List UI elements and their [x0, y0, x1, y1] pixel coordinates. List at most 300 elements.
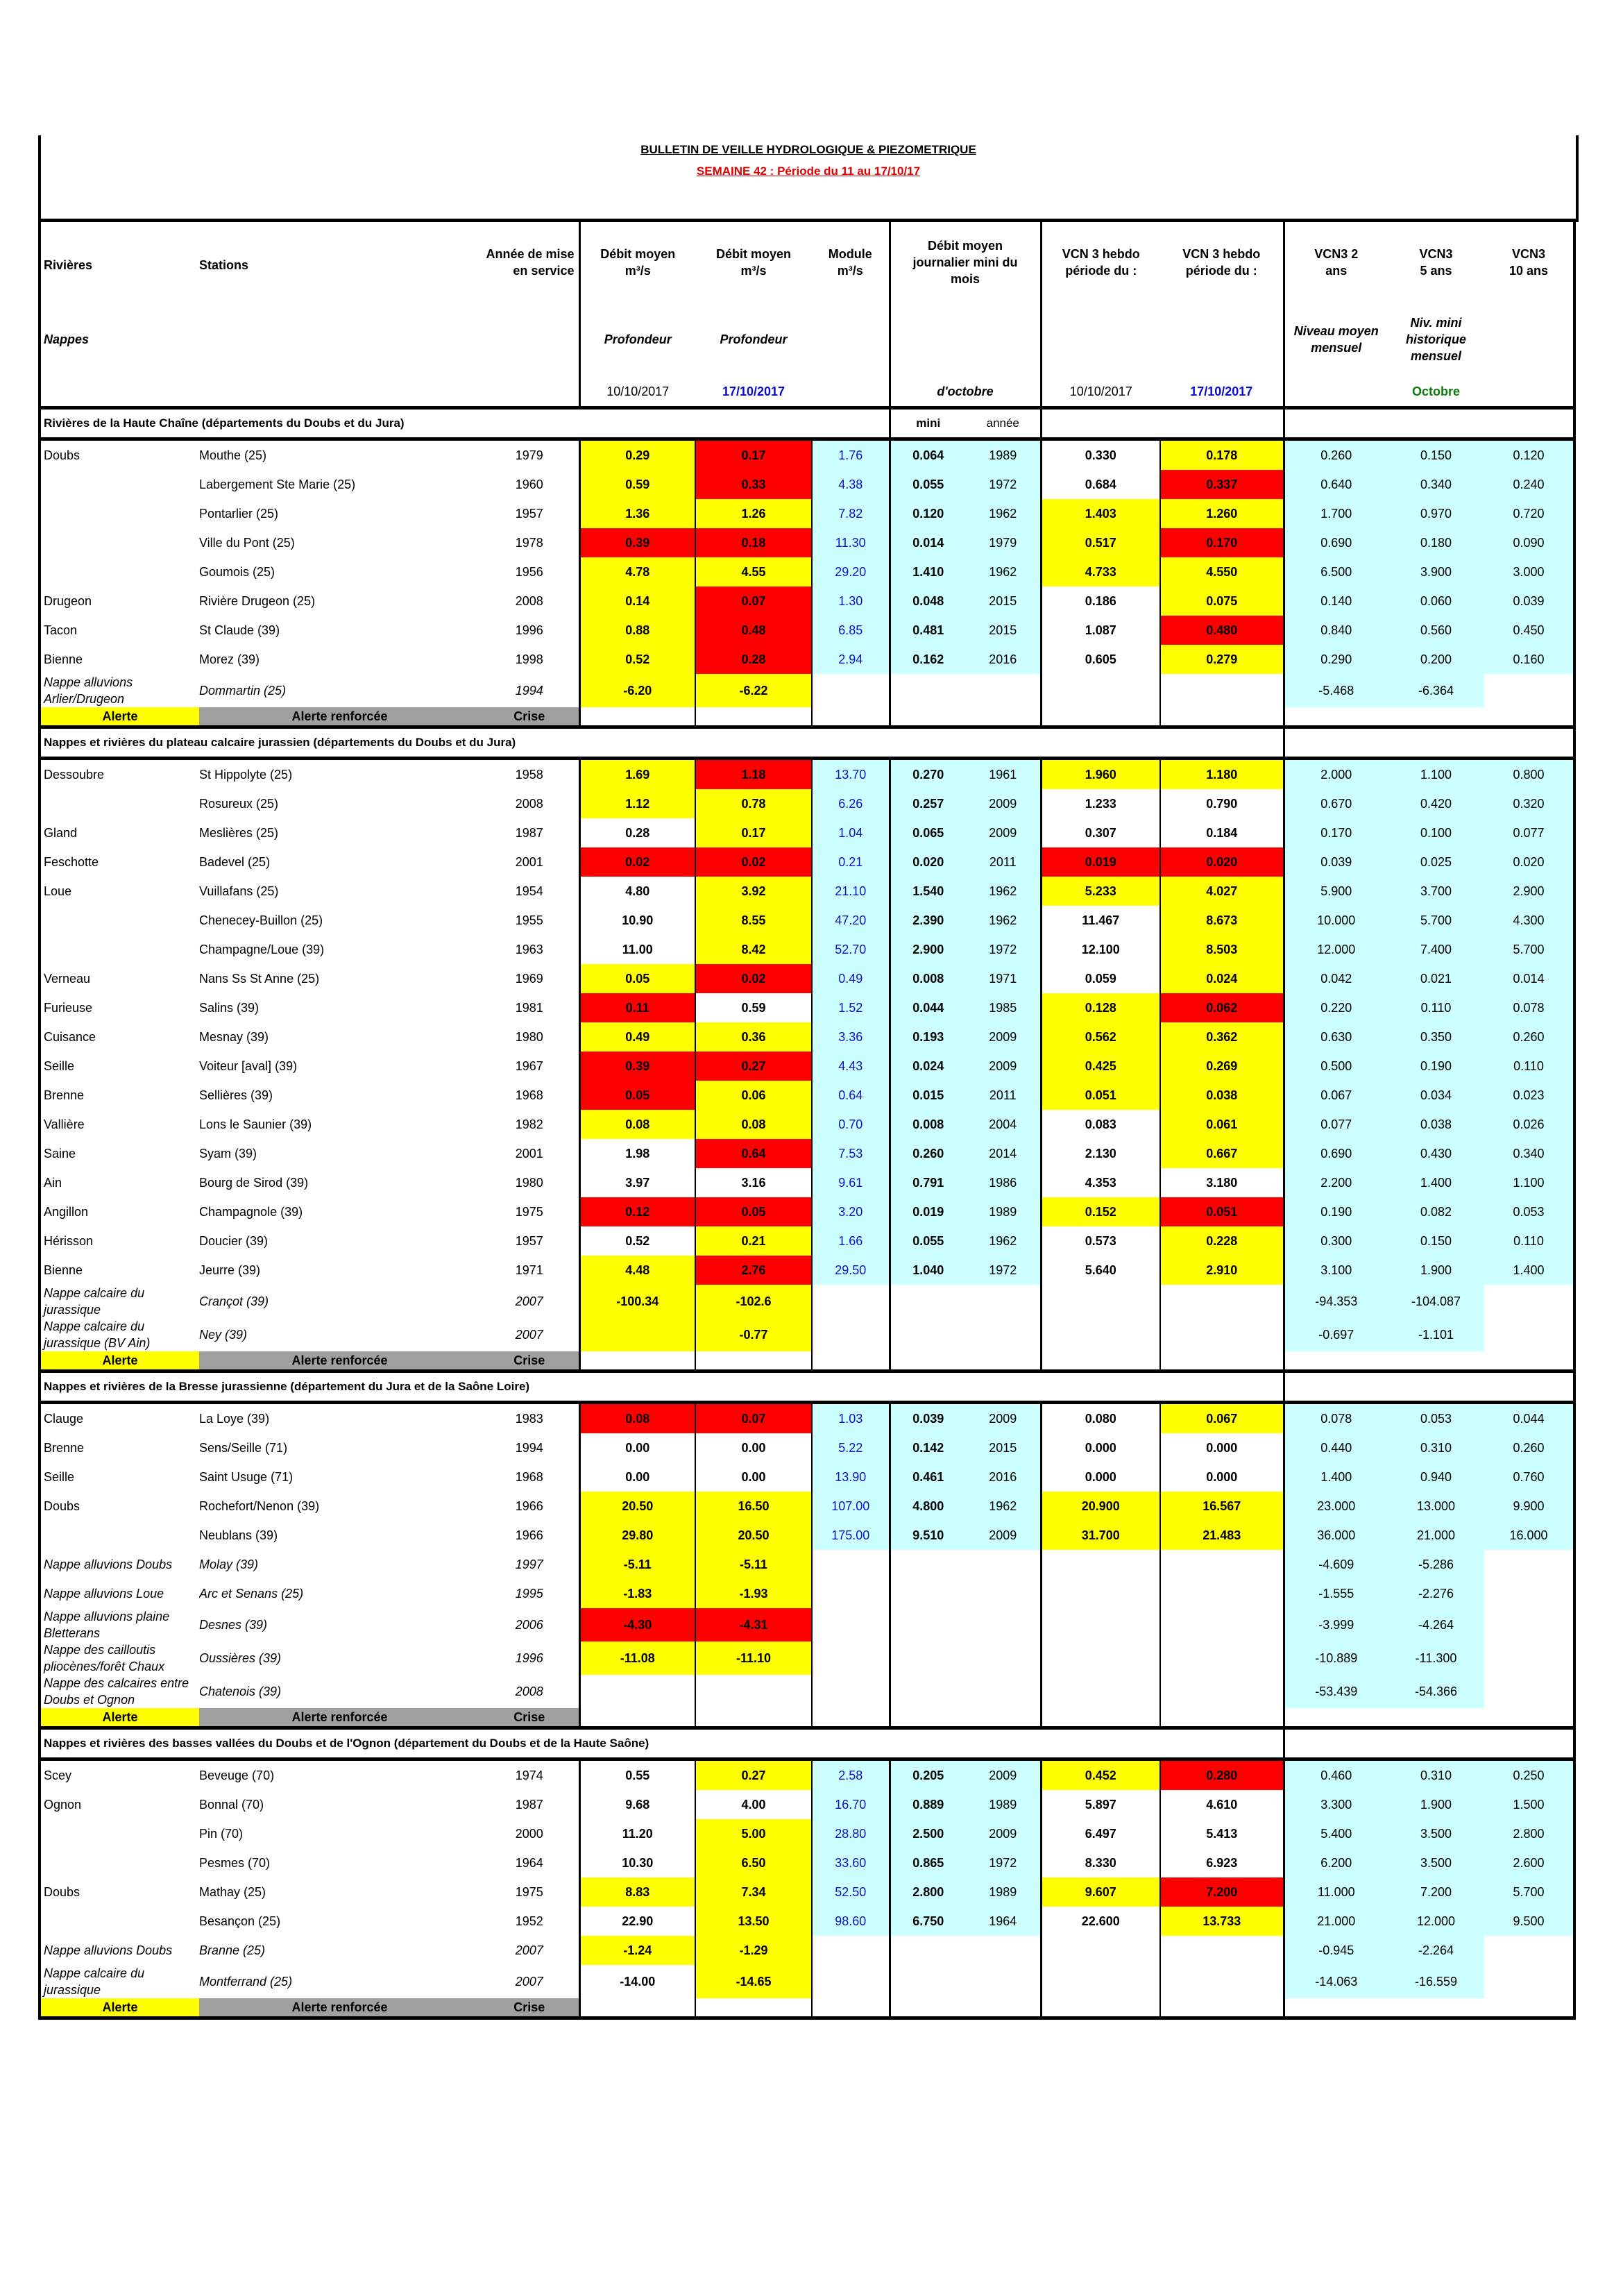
empty-cell: [1160, 1965, 1284, 1998]
vcn3-17-10: 2.910: [1160, 1256, 1284, 1285]
station-name: Besançon (25): [199, 1914, 281, 1928]
vcn3-5ans: 0.340: [1388, 470, 1484, 499]
mise-en-service-year: 1994: [515, 683, 543, 698]
station-row: [40, 616, 1574, 645]
vcn3-10ans: 0.720: [1484, 499, 1574, 528]
header-stations: Stations: [199, 258, 249, 272]
empty-cell: [1484, 1550, 1574, 1579]
debit-mini-value: 0.048: [890, 586, 966, 616]
riviere-name: Nappe alluvions Doubs: [44, 1943, 173, 1957]
header-annee: Année de mise en service: [486, 246, 575, 278]
empty-cell: [1284, 1998, 1574, 2018]
debit-mini-value: 2.390: [890, 906, 966, 935]
station-name: Saint Usuge (71): [199, 1469, 294, 1484]
header-annee-mini: année: [966, 408, 1041, 439]
vcn3-2ans: 11.000: [1284, 1877, 1388, 1907]
riviere-name: Nappe alluvions plaine Bletterans: [44, 1610, 170, 1640]
mise-en-service-year: 2007: [515, 1327, 543, 1342]
vcn3-10ans: 0.260: [1484, 1022, 1574, 1052]
vcn3-2ans: 0.300: [1284, 1226, 1388, 1256]
legend-row: [40, 1351, 1574, 1371]
mise-en-service-year: 1981: [515, 1000, 543, 1015]
vcn3-10-10: 12.100: [1041, 935, 1160, 964]
station-name: La Loye (39): [199, 1411, 270, 1426]
niv-mini-historique: -4.264: [1388, 1608, 1484, 1641]
legend-alerte: Alerte: [40, 1708, 199, 1728]
station-row: [40, 1256, 1574, 1285]
debit-mini-year: 1962: [966, 877, 1041, 906]
debit-mini-year: 2011: [966, 847, 1041, 877]
empty-cell: [1041, 707, 1160, 727]
debit-17-10: -0.77: [695, 1318, 812, 1351]
debit-10-10: 1.98: [579, 1139, 695, 1168]
vcn3-5ans: 3.500: [1388, 1848, 1484, 1877]
legend-alerte-renforcee: Alerte renforcée: [199, 1351, 480, 1371]
station-name: Bonnal (70): [199, 1797, 264, 1812]
station-name: Voiteur [aval] (39): [199, 1058, 298, 1073]
debit-17-10: 4.55: [695, 557, 812, 586]
debit-10-10: 0.14: [579, 586, 695, 616]
module-value: 0.21: [812, 847, 890, 877]
vcn3-10-10: 0.517: [1041, 528, 1160, 557]
empty-cell: [695, 1708, 812, 1728]
vcn3-2ans: 21.000: [1284, 1907, 1388, 1936]
debit-mini-value: 1.040: [890, 1256, 966, 1285]
module-value: 11.30: [812, 528, 890, 557]
riviere-name: [40, 1521, 199, 1550]
station-name: Lons le Saunier (39): [199, 1117, 312, 1131]
vcn3-10-10: 0.080: [1041, 1403, 1160, 1434]
debit-17-10: 1.26: [695, 499, 812, 528]
station-name: Mesnay (39): [199, 1029, 269, 1044]
debit-10-10: 0.29: [579, 439, 695, 471]
mise-en-service-year: 1987: [515, 1797, 543, 1812]
riviere-name: [40, 1819, 199, 1848]
nappe-row: [40, 1936, 1574, 1965]
debit-mini-year: 1961: [966, 759, 1041, 790]
vcn3-2ans: 2.000: [1284, 759, 1388, 790]
station-row: [40, 1022, 1574, 1052]
vcn3-2ans: 12.000: [1284, 935, 1388, 964]
vcn3-5ans: 0.025: [1388, 847, 1484, 877]
debit-10-10: [579, 1318, 695, 1351]
debit-10-10: 10.90: [579, 906, 695, 935]
station-row: [40, 993, 1574, 1022]
empty-cell: [1041, 1285, 1160, 1318]
module-value: 13.70: [812, 759, 890, 790]
vcn3-10-10: 22.600: [1041, 1907, 1160, 1936]
debit-17-10: 3.16: [695, 1168, 812, 1197]
riviere-name: Hérisson: [44, 1233, 94, 1248]
empty-cell: [1041, 1936, 1160, 1965]
bulletin-sheet: [38, 135, 1579, 2020]
header-doctobre: d'octobre: [890, 377, 1041, 408]
vcn3-17-10: 0.790: [1160, 789, 1284, 818]
bulletin-period: SEMAINE 42 : Période du 11 au 17/10/17: [696, 164, 921, 178]
station-row: [40, 877, 1574, 906]
empty-cell: [1041, 674, 1160, 707]
empty-cell: [812, 707, 890, 727]
vcn3-17-10: 0.184: [1160, 818, 1284, 847]
riviere-name: Nappe des calcaires entre Doubs et Ognon: [44, 1676, 189, 1707]
vcn3-10ans: 0.014: [1484, 964, 1574, 993]
header-niveau-moyen: Niveau moyen mensuel: [1284, 302, 1388, 377]
vcn3-10ans: 0.340: [1484, 1139, 1574, 1168]
module-value: 2.94: [812, 645, 890, 674]
station-name: Meslières (25): [199, 825, 279, 840]
riviere-name: Seille: [44, 1469, 75, 1484]
station-row: [40, 1521, 1574, 1550]
station-row: [40, 499, 1574, 528]
vcn3-10-10: 5.233: [1041, 877, 1160, 906]
empty-cell: [812, 1550, 890, 1579]
vcn3-17-10: 0.024: [1160, 964, 1284, 993]
vcn3-17-10: 0.279: [1160, 645, 1284, 674]
debit-mini-year: 1986: [966, 1168, 1041, 1197]
empty-cell: [695, 1998, 812, 2018]
debit-10-10: 8.83: [579, 1877, 695, 1907]
header-vcn3-2ans: VCN3 2 ans: [1284, 222, 1388, 302]
empty-cell: [890, 1998, 1041, 2018]
riviere-name: Furieuse: [44, 1000, 93, 1015]
empty-cell: [1160, 1608, 1284, 1641]
vcn3-2ans: 0.840: [1284, 616, 1388, 645]
vcn3-10-10: 1.087: [1041, 616, 1160, 645]
header-profondeur-1: Profondeur: [579, 302, 695, 377]
empty-cell: [1484, 1965, 1574, 1998]
vcn3-10ans: 0.110: [1484, 1226, 1574, 1256]
vcn3-17-10: 0.280: [1160, 1759, 1284, 1791]
empty-cell: [1160, 707, 1284, 727]
debit-10-10: 0.88: [579, 616, 695, 645]
debit-10-10: 0.08: [579, 1403, 695, 1434]
station-name: Sens/Seille (71): [199, 1440, 288, 1455]
vcn3-2ans: 0.290: [1284, 645, 1388, 674]
vcn3-17-10: 0.061: [1160, 1110, 1284, 1139]
module-value: 6.26: [812, 789, 890, 818]
vcn3-2ans: 6.500: [1284, 557, 1388, 586]
vcn3-10-10: 5.640: [1041, 1256, 1160, 1285]
module-value: 3.36: [812, 1022, 890, 1052]
empty-cell: [1484, 1675, 1574, 1708]
station-name: Beveuge (70): [199, 1768, 275, 1782]
debit-10-10: 11.00: [579, 935, 695, 964]
station-name: Salins (39): [199, 1000, 260, 1015]
riviere-name: Loue: [44, 884, 72, 898]
vcn3-2ans: 0.500: [1284, 1052, 1388, 1081]
niv-mini-historique: -2.264: [1388, 1936, 1484, 1965]
mise-en-service-year: 1974: [515, 1768, 543, 1782]
vcn3-2ans: 0.042: [1284, 964, 1388, 993]
vcn3-10-10: 0.019: [1041, 847, 1160, 877]
empty-cell: [812, 1965, 890, 1998]
empty-cell: [812, 1708, 890, 1728]
vcn3-5ans: 3.700: [1388, 877, 1484, 906]
legend-alerte: Alerte: [40, 1998, 199, 2018]
vcn3-17-10: 0.067: [1160, 1403, 1284, 1434]
debit-mini-year: 1971: [966, 964, 1041, 993]
riviere-name: Doubs: [44, 448, 80, 462]
mise-en-service-year: 1975: [515, 1884, 543, 1899]
vcn3-10ans: 0.240: [1484, 470, 1574, 499]
debit-10-10: 1.69: [579, 759, 695, 790]
nappe-row: [40, 1608, 1574, 1641]
vcn3-17-10: 4.027: [1160, 877, 1284, 906]
debit-mini-value: 0.044: [890, 993, 966, 1022]
vcn3-17-10: 0.062: [1160, 993, 1284, 1022]
mise-en-service-year: 1969: [515, 971, 543, 986]
empty-cell: [1284, 1371, 1574, 1403]
module-value: 107.00: [812, 1492, 890, 1521]
niv-mini-historique: -2.276: [1388, 1579, 1484, 1608]
station-name: Mathay (25): [199, 1884, 266, 1899]
vcn3-5ans: 0.100: [1388, 818, 1484, 847]
vcn3-10ans: 0.026: [1484, 1110, 1574, 1139]
empty-cell: [1484, 1608, 1574, 1641]
station-name: Montferrand (25): [199, 1974, 293, 1989]
nappe-row: [40, 1579, 1574, 1608]
vcn3-10-10: 0.425: [1041, 1052, 1160, 1081]
debit-17-10: 4.00: [695, 1790, 812, 1819]
station-row: [40, 1139, 1574, 1168]
module-value: 1.30: [812, 586, 890, 616]
legend-crise: Crise: [480, 1351, 579, 1371]
vcn3-10ans: 0.120: [1484, 439, 1574, 471]
empty-cell: [1041, 1708, 1160, 1728]
empty-cell: [1160, 1641, 1284, 1675]
empty-cell: [890, 1641, 1041, 1675]
empty-cell: [1160, 1936, 1284, 1965]
debit-17-10: 0.33: [695, 470, 812, 499]
vcn3-5ans: 0.060: [1388, 586, 1484, 616]
vcn3-5ans: 0.021: [1388, 964, 1484, 993]
vcn3-10-10: 0.051: [1041, 1081, 1160, 1110]
niv-mini-historique: -6.364: [1388, 674, 1484, 707]
debit-mini-year: 2009: [966, 1819, 1041, 1848]
vcn3-5ans: 0.110: [1388, 993, 1484, 1022]
empty-cell: [1041, 1550, 1160, 1579]
debit-mini-value: 0.257: [890, 789, 966, 818]
debit-10-10: 9.68: [579, 1790, 695, 1819]
vcn3-5ans: 1.900: [1388, 1256, 1484, 1285]
debit-mini-value: 0.019: [890, 1197, 966, 1226]
bottom-rule: [40, 2018, 1574, 2020]
debit-17-10: 7.34: [695, 1877, 812, 1907]
vcn3-2ans: 0.170: [1284, 818, 1388, 847]
vcn3-10-10: 11.467: [1041, 906, 1160, 935]
debit-10-10: 4.78: [579, 557, 695, 586]
vcn3-10-10: 0.152: [1041, 1197, 1160, 1226]
debit-mini-value: 0.014: [890, 528, 966, 557]
riviere-name: Feschotte: [44, 854, 99, 869]
title-box: [38, 135, 1579, 222]
vcn3-2ans: 0.690: [1284, 528, 1388, 557]
niveau-moyen-mensuel: -4.609: [1284, 1550, 1388, 1579]
niv-mini-historique: -1.101: [1388, 1318, 1484, 1351]
station-row: [40, 1759, 1574, 1791]
debit-10-10: 0.02: [579, 847, 695, 877]
header-date-1: 10/10/2017: [579, 377, 695, 408]
niveau-moyen-mensuel: -10.889: [1284, 1641, 1388, 1675]
section-header: [40, 727, 1574, 759]
vcn3-2ans: 6.200: [1284, 1848, 1388, 1877]
station-name: St Claude (39): [199, 623, 280, 637]
mise-en-service-year: 1997: [515, 1557, 543, 1571]
riviere-name: [40, 906, 199, 935]
debit-10-10: 0.49: [579, 1022, 695, 1052]
vcn3-2ans: 0.220: [1284, 993, 1388, 1022]
mise-en-service-year: 1987: [515, 825, 543, 840]
debit-mini-year: 2004: [966, 1110, 1041, 1139]
empty-cell: [1484, 1285, 1574, 1318]
vcn3-2ans: 1.400: [1284, 1462, 1388, 1492]
debit-mini-value: 0.889: [890, 1790, 966, 1819]
debit-17-10: 8.42: [695, 935, 812, 964]
debit-mini-year: 1964: [966, 1907, 1041, 1936]
section-title: Nappes et rivières du plateau calcaire jurassien (départements du Doubs et du Jura): [40, 727, 890, 759]
station-name: Chenecey-Buillon (25): [199, 913, 323, 927]
empty-cell: [1160, 1579, 1284, 1608]
mise-en-service-year: 1964: [515, 1855, 543, 1870]
vcn3-17-10: 0.480: [1160, 616, 1284, 645]
vcn3-10ans: 16.000: [1484, 1521, 1574, 1550]
vcn3-17-10: 0.000: [1160, 1433, 1284, 1462]
debit-mini-year: 2009: [966, 1403, 1041, 1434]
debit-mini-value: 2.900: [890, 935, 966, 964]
vcn3-5ans: 3.500: [1388, 1819, 1484, 1848]
debit-10-10: 0.52: [579, 1226, 695, 1256]
station-row: [40, 1197, 1574, 1226]
header-module: Module m³/s: [828, 246, 872, 278]
niv-mini-historique: -16.559: [1388, 1965, 1484, 1998]
empty-cell: [1041, 1351, 1160, 1371]
empty-cell: [812, 1318, 890, 1351]
vcn3-10-10: 0.059: [1041, 964, 1160, 993]
station-name: Pin (70): [199, 1826, 244, 1841]
vcn3-2ans: 0.260: [1284, 439, 1388, 471]
debit-mini-year: 1979: [966, 528, 1041, 557]
riviere-name: Angillon: [44, 1204, 89, 1219]
riviere-name: Brenne: [44, 1088, 85, 1102]
vcn3-10-10: 0.605: [1041, 645, 1160, 674]
empty-cell: [1484, 1579, 1574, 1608]
riviere-name: [40, 1848, 199, 1877]
header-vcn-hebdo-1: VCN 3 hebdo période du :: [1041, 222, 1160, 302]
debit-mini-value: 0.142: [890, 1433, 966, 1462]
station-row: [40, 645, 1574, 674]
debit-mini-year: 2009: [966, 1022, 1041, 1052]
vcn3-17-10: 1.180: [1160, 759, 1284, 790]
riviere-name: [40, 499, 199, 528]
empty-cell: [1041, 1318, 1160, 1351]
debit-mini-value: 0.865: [890, 1848, 966, 1877]
mise-en-service-year: 1996: [515, 1651, 543, 1665]
debit-17-10: 8.55: [695, 906, 812, 935]
debit-17-10: 0.17: [695, 439, 812, 471]
niveau-moyen-mensuel: -14.063: [1284, 1965, 1388, 1998]
niv-mini-historique: -11.300: [1388, 1641, 1484, 1675]
section-header: [40, 1371, 1574, 1403]
debit-mini-year: 1962: [966, 557, 1041, 586]
station-name: Nans Ss St Anne (25): [199, 971, 320, 986]
debit-17-10: 1.18: [695, 759, 812, 790]
niv-mini-historique: -5.286: [1388, 1550, 1484, 1579]
vcn3-17-10: 0.362: [1160, 1022, 1284, 1052]
debit-10-10: 20.50: [579, 1492, 695, 1521]
riviere-name: [40, 528, 199, 557]
debit-10-10: 3.97: [579, 1168, 695, 1197]
legend-alerte-renforcee: Alerte renforcée: [199, 707, 480, 727]
riviere-name: Scey: [44, 1768, 72, 1782]
module-value: 7.53: [812, 1139, 890, 1168]
vcn3-10-10: 4.353: [1041, 1168, 1160, 1197]
debit-mini-year: 2016: [966, 1462, 1041, 1492]
station-row: [40, 1403, 1574, 1434]
vcn3-17-10: 8.673: [1160, 906, 1284, 935]
riviere-name: Nappe calcaire du jurassique: [44, 1286, 145, 1317]
empty-cell: [1041, 1998, 1160, 2018]
mise-en-service-year: 1994: [515, 1440, 543, 1455]
station-name: Champagne/Loue (39): [199, 942, 325, 956]
riviere-name: Seille: [44, 1058, 75, 1073]
debit-17-10: 0.00: [695, 1462, 812, 1492]
empty-cell: [890, 707, 1041, 727]
vcn3-5ans: 0.082: [1388, 1197, 1484, 1226]
vcn3-10ans: 2.800: [1484, 1819, 1574, 1848]
vcn3-17-10: 0.178: [1160, 439, 1284, 471]
module-value: 1.04: [812, 818, 890, 847]
empty-cell: [890, 1708, 1041, 1728]
debit-17-10: 0.05: [695, 1197, 812, 1226]
debit-mini-value: 1.410: [890, 557, 966, 586]
debit-10-10: 0.55: [579, 1759, 695, 1791]
module-value: 29.20: [812, 557, 890, 586]
vcn3-2ans: 0.067: [1284, 1081, 1388, 1110]
mise-en-service-year: 1967: [515, 1058, 543, 1073]
header-nappes: Nappes: [44, 332, 90, 346]
vcn3-17-10: 0.170: [1160, 528, 1284, 557]
debit-10-10: 0.08: [579, 1110, 695, 1139]
vcn3-10-10: 4.733: [1041, 557, 1160, 586]
vcn3-5ans: 0.420: [1388, 789, 1484, 818]
vcn3-10ans: 9.500: [1484, 1907, 1574, 1936]
debit-17-10: -1.93: [695, 1579, 812, 1608]
station-row: [40, 1226, 1574, 1256]
module-value: 6.85: [812, 616, 890, 645]
station-name: Champagnole (39): [199, 1204, 303, 1219]
empty-cell: [890, 1608, 1041, 1641]
debit-mini-value: 6.750: [890, 1907, 966, 1936]
riviere-name: Drugeon: [44, 593, 92, 608]
empty-cell: [1284, 707, 1574, 727]
debit-mini-year: 2009: [966, 1052, 1041, 1081]
vcn3-17-10: 0.051: [1160, 1197, 1284, 1226]
empty-cell: [812, 1641, 890, 1675]
station-name: Chatenois (39): [199, 1684, 282, 1698]
debit-mini-value: 0.055: [890, 1226, 966, 1256]
header-debit-1: Débit moyen m³/s: [579, 222, 695, 302]
debit-17-10: 16.50: [695, 1492, 812, 1521]
station-row: [40, 1907, 1574, 1936]
vcn3-5ans: 0.940: [1388, 1462, 1484, 1492]
riviere-name: Nappe des cailloutis pliocènes/forêt Chaux: [44, 1643, 165, 1673]
vcn3-2ans: 0.630: [1284, 1022, 1388, 1052]
debit-17-10: 0.21: [695, 1226, 812, 1256]
riviere-name: Cuisance: [44, 1029, 96, 1044]
module-value: 29.50: [812, 1256, 890, 1285]
vcn3-2ans: 0.460: [1284, 1759, 1388, 1791]
debit-10-10: -11.08: [579, 1641, 695, 1675]
